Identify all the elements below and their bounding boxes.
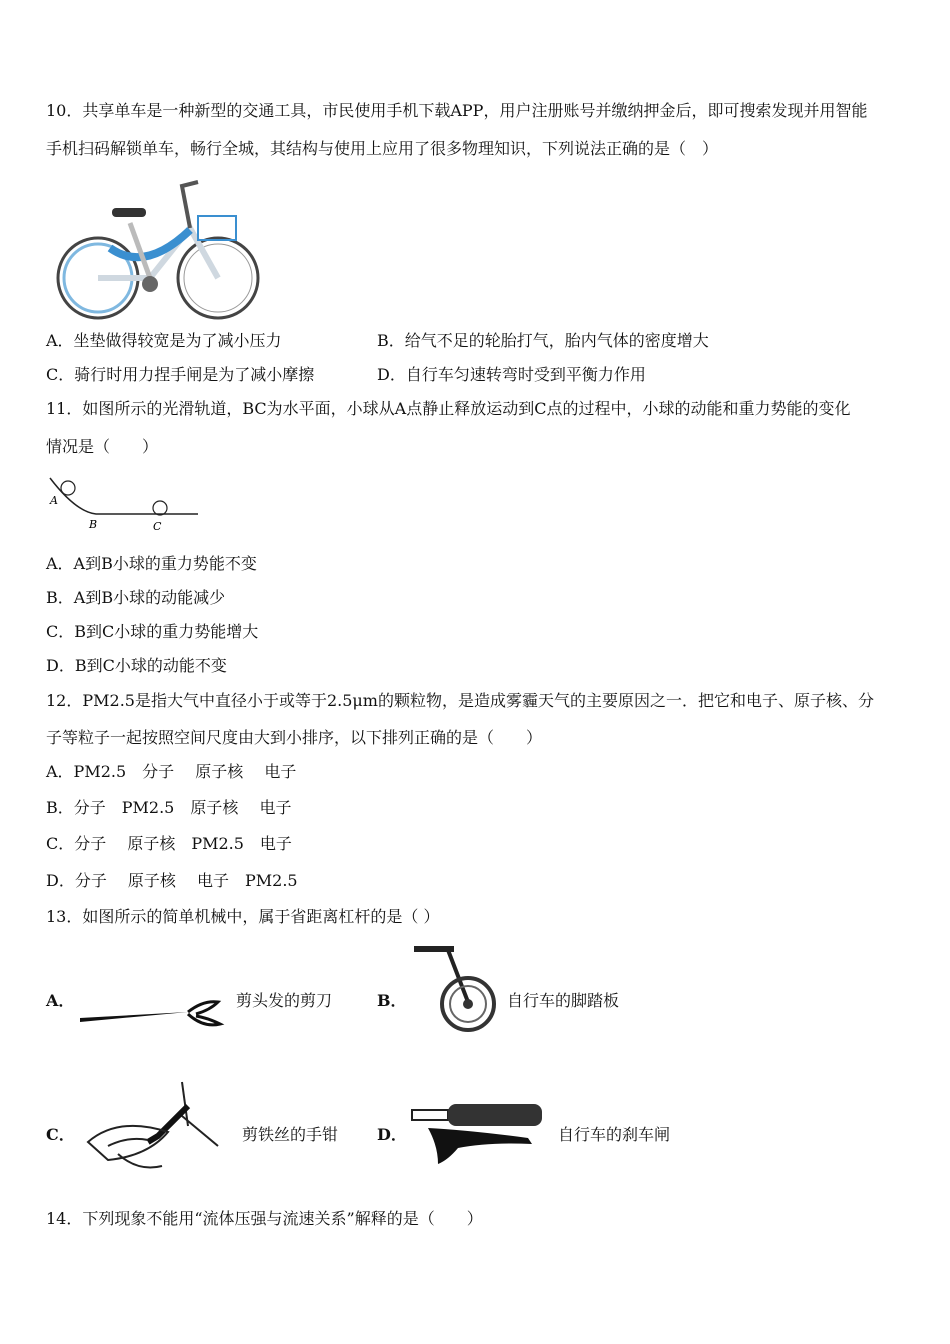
- q13-option-d-caption: 自行车的刹车闸: [558, 1125, 671, 1144]
- q13-option-c-label: C．: [46, 1125, 75, 1144]
- q13-option-b-label: B．: [377, 991, 407, 1010]
- q11-stem-line2: 情况是（ ）: [46, 437, 159, 456]
- q10-option-d: D．自行车匀速转弯时受到平衡力作用: [377, 365, 646, 384]
- track-label-c: C: [153, 520, 162, 533]
- q11-option-d: D．B到C小球的动能不变: [46, 656, 227, 675]
- q11-stem-line1: 11．如图所示的光滑轨道，BC为水平面，小球从A点静止释放运动到C点的过程中，小球的动能和重力势能的变化: [46, 399, 851, 418]
- q12-option-c: C．分子 原子核 PM2.5 电子: [46, 834, 292, 853]
- q11-option-a: A．A到B小球的重力势能不变: [46, 554, 257, 573]
- q10-option-a: A．坐垫做得较宽是为了减小压力: [46, 331, 282, 350]
- q13-option-b-caption: 自行车的脚踏板: [507, 991, 620, 1010]
- q11-option-c: C．B到C小球的重力势能增大: [46, 622, 259, 641]
- q13-option-d-label: D．: [377, 1125, 407, 1144]
- bicycle-pedal-image: [408, 942, 503, 1038]
- q12-stem-line2: 子等粒子一起按照空间尺度由大到小排序，以下排列正确的是（ ）: [46, 728, 543, 747]
- bicycle-image: [50, 178, 265, 320]
- track-diagram: [46, 474, 206, 534]
- q13-option-c-caption: 剪铁丝的手钳: [242, 1125, 339, 1144]
- q12-option-a: A．PM2.5 分子 原子核 电子: [46, 762, 297, 781]
- q10-option-b: B．给气不足的轮胎打气，胎内气体的密度增大: [377, 331, 709, 350]
- q12-option-d: D．分子 原子核 电子 PM2.5: [46, 871, 298, 890]
- q10-stem-line1: 10．共享单车是一种新型的交通工具，市民使用手机下载APP，用户注册账号并缴纳押金后，即可搜索发现并用智能: [46, 101, 868, 120]
- bicycle-brake-image: [408, 1100, 548, 1170]
- track-label-a: A: [50, 494, 58, 507]
- q13-stem: 13．如图所示的简单机械中，属于省距离杠杆的是（ ）: [46, 907, 440, 926]
- q10-stem-line2: 手机扫码解锁单车，畅行全城，其结构与使用上应用了很多物理知识，下列说法正确的是（ ）: [46, 139, 719, 158]
- wire-pliers-image: [78, 1076, 238, 1180]
- q13-option-a-label: A．: [46, 991, 75, 1010]
- q12-stem-line1: 12．PM2.5是指大气中直径小于或等于2.5μm的颗粒物，是造成雾霾天气的主要原因之一．把它和电子、原子核、分: [46, 691, 874, 710]
- q14-stem: 14．下列现象不能用“流体压强与流速关系”解释的是（ ）: [46, 1209, 483, 1228]
- q13-option-a-caption: 剪头发的剪刀: [236, 991, 333, 1010]
- q12-option-b: B．分子 PM2.5 原子核 电子: [46, 798, 292, 817]
- q10-option-c: C．骑行时用力捏手闸是为了减小摩擦: [46, 365, 315, 384]
- hair-scissors-image: [78, 992, 233, 1032]
- q11-option-b: B．A到B小球的动能减少: [46, 588, 226, 607]
- track-label-b: B: [89, 518, 98, 531]
